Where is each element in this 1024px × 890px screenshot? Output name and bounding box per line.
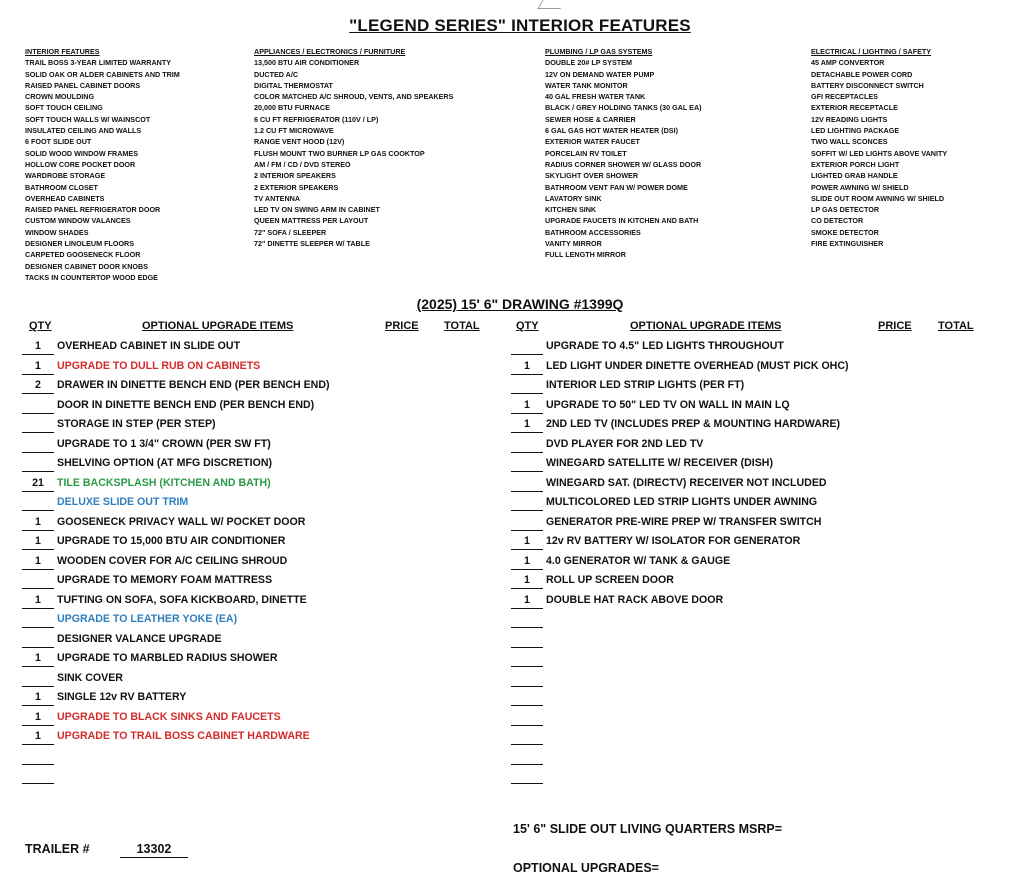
qty-field: 1 <box>22 515 54 531</box>
upgrade-item-label: MULTICOLORED LED STRIP LIGHTS UNDER AWNING <box>546 496 818 508</box>
qty-field <box>511 690 543 706</box>
upgrade-item-label: WINEGARD SATELLITE W/ RECEIVER (DISH) <box>546 457 773 469</box>
left-price-header: PRICE <box>385 320 419 332</box>
upgrade-item-label: SINGLE 12v RV BATTERY <box>57 691 187 703</box>
feature-item: DESIGNER CABINET DOOR KNOBS <box>25 261 148 271</box>
feature-item: 6 GAL GAS HOT WATER HEATER (DSI) <box>545 126 678 136</box>
feature-item: WATER TANK MONITOR <box>545 80 628 90</box>
upgrade-item-label: STORAGE IN STEP (PER STEP) <box>57 418 216 430</box>
right-price-header: PRICE <box>878 320 912 332</box>
qty-field: 1 <box>511 593 543 609</box>
feature-item: 1.2 CU FT MICROWAVE <box>254 126 334 136</box>
qty-field <box>511 339 543 355</box>
upgrade-item-label: DOOR IN DINETTE BENCH END (PER BENCH END) <box>57 398 315 411</box>
qty-field: 1 <box>22 651 54 667</box>
upgrade-item-label: DRAWER IN DINETTE BENCH END (PER BENCH END) <box>57 379 330 391</box>
qty-field: 1 <box>511 398 543 414</box>
qty-field: 1 <box>511 417 543 433</box>
feature-item: RADIUS CORNER SHOWER W/ GLASS DOOR <box>545 159 702 169</box>
qty-field <box>22 612 54 628</box>
feature-item: QUEEN MATTRESS PER LAYOUT <box>254 216 369 226</box>
feature-item: DIGITAL THERMOSTAT <box>254 80 333 90</box>
feature-item: SOFT TOUCH CEILING <box>25 103 103 113</box>
upgrade-item-label: UPGRADE TO 50" LED TV ON WALL IN MAIN LQ <box>546 398 790 411</box>
feature-item: KITCHEN SINK <box>545 205 597 215</box>
feature-item: SOLID OAK OR ALDER CABINETS AND TRIM <box>25 69 180 79</box>
feature-item: DETACHABLE POWER CORD <box>811 69 913 79</box>
feature-item: RAISED PANEL CABINET DOORS <box>25 80 141 90</box>
qty-field: 1 <box>22 593 54 609</box>
feature-item: PORCELAIN RV TOILET <box>545 148 627 158</box>
upgrade-item-label: INTERIOR LED STRIP LIGHTS (PER FT) <box>546 379 745 391</box>
feature-item: SOFT TOUCH WALLS W/ WAINSCOT <box>25 114 151 124</box>
feature-item: EXTERIOR PORCH LIGHT <box>811 159 900 169</box>
feature-column-heading: PLUMBING / LP GAS SYSTEMS <box>545 47 653 56</box>
feature-item: BATTERY DISCONNECT SWITCH <box>811 80 924 90</box>
qty-field <box>511 515 543 531</box>
feature-item: 12V ON DEMAND WATER PUMP <box>545 69 655 79</box>
upgrade-item-label: DESIGNER VALANCE UPGRADE <box>57 632 222 645</box>
upgrade-item-label: GENERATOR PRE-WIRE PREP W/ TRANSFER SWITCH <box>546 515 822 528</box>
qty-field <box>511 729 543 745</box>
upgrade-item-label: UPGRADE TO TRAIL BOSS CABINET HARDWARE <box>57 730 310 742</box>
feature-item: 40 GAL FRESH WATER TANK <box>545 92 646 102</box>
feature-item: BATHROOM VENT FAN W/ POWER DOME <box>545 182 688 192</box>
qty-field <box>511 749 543 765</box>
feature-item: DUCTED A/C <box>254 69 299 79</box>
upgrade-item-label: UPGRADE TO 1 3/4" CROWN (PER SW FT) <box>57 437 271 450</box>
qty-field: 1 <box>511 573 543 589</box>
upgrade-item-label: UPGRADE TO LEATHER YOKE (EA) <box>57 613 238 625</box>
feature-item: FULL LENGTH MIRROR <box>545 250 626 260</box>
qty-field: 1 <box>22 729 54 745</box>
upgrade-item-label: OVERHEAD CABINET IN SLIDE OUT <box>57 340 241 352</box>
feature-column-heading: APPLIANCES / ELECTRONICS / FURNITURE <box>254 47 406 56</box>
qty-field <box>511 476 543 492</box>
feature-item: GFI RECEPTACLES <box>811 92 878 102</box>
qty-field <box>22 417 54 433</box>
feature-item: 2 INTERIOR SPEAKERS <box>254 171 336 181</box>
upgrade-item-label: UPGRADE TO 15,000 BTU AIR CONDITIONER <box>57 535 286 547</box>
qty-field: 1 <box>22 554 54 570</box>
upgrade-item-label: WINEGARD SAT. (DIRECTV) RECEIVER NOT INCLUDED <box>546 476 827 489</box>
upgrade-item-label: GOOSENECK PRIVACY WALL W/ POCKET DOOR <box>57 515 306 528</box>
upgrade-item-label: DELUXE SLIDE OUT TRIM <box>57 496 189 508</box>
qty-field <box>22 398 54 414</box>
feature-item: 72" DINETTE SLEEPER W/ TABLE <box>254 239 370 249</box>
qty-field <box>511 612 543 628</box>
feature-item: CUSTOM WINDOW VALANCES <box>25 216 131 226</box>
feature-item: 72" SOFA / SLEEPER <box>254 227 327 237</box>
feature-item: UPGRADE FAUCETS IN KITCHEN AND BATH <box>545 216 699 226</box>
feature-item: CROWN MOULDING <box>25 92 95 102</box>
feature-item: LP GAS DETECTOR <box>811 205 880 215</box>
upgrade-item-label: WOODEN COVER FOR A/C CEILING SHROUD <box>57 554 288 567</box>
qty-field: 21 <box>22 476 54 492</box>
qty-field <box>511 378 543 394</box>
qty-field: 1 <box>511 359 543 375</box>
feature-item: 6 FOOT SLIDE OUT <box>25 137 92 147</box>
feature-column-heading: ELECTRICAL / LIGHTING / SAFETY <box>811 47 932 56</box>
feature-list <box>25 57 180 283</box>
feature-item: CARPETED GOOSENECK FLOOR <box>25 250 141 260</box>
corner-mark <box>537 0 565 9</box>
qty-field: 1 <box>511 534 543 550</box>
feature-item: SEWER HOSE & CARRIER <box>545 114 636 124</box>
right-total-header: TOTAL <box>938 320 974 332</box>
upgrade-item-label: 12v RV BATTERY W/ ISOLATOR FOR GENERATOR <box>546 535 801 547</box>
upgrade-item-label: ROLL UP SCREEN DOOR <box>546 574 674 586</box>
qty-field <box>511 632 543 648</box>
upgrade-item-label: TUFTING ON SOFA, SOFA KICKBOARD, DINETTE <box>57 593 307 606</box>
upgrade-item-label: DOUBLE HAT RACK ABOVE DOOR <box>546 593 724 606</box>
feature-item: SOFFIT W/ LED LIGHTS ABOVE VANITY <box>811 148 948 158</box>
upgrade-item-label: SHELVING OPTION (AT MFG DISCRETION) <box>57 457 273 469</box>
feature-item: LIGHTED GRAB HANDLE <box>811 171 898 181</box>
feature-item: HOLLOW CORE POCKET DOOR <box>25 159 136 169</box>
feature-item: OVERHEAD CABINETS <box>25 193 105 203</box>
upgrade-item-label: 2ND LED TV (INCLUDES PREP & MOUNTING HARDWARE) <box>546 418 841 430</box>
feature-item: BLACK / GREY HOLDING TANKS (30 GAL EA) <box>545 103 702 113</box>
feature-item: WARDROBE STORAGE <box>25 171 106 181</box>
feature-column-interior <box>25 46 180 283</box>
qty-field <box>22 495 54 511</box>
trailer-number: 13302 <box>120 841 188 858</box>
qty-field: 1 <box>22 710 54 726</box>
feature-item: TWO WALL SCONCES <box>811 137 888 147</box>
right-qty-header: QTY <box>516 320 539 332</box>
feature-item: 13,500 BTU AIR CONDITIONER <box>254 58 360 68</box>
feature-item: TRAIL BOSS 3-YEAR LIMITED WARRANTY <box>25 58 172 68</box>
left-qty-header: QTY <box>29 320 52 332</box>
feature-item: 45 AMP CONVERTOR <box>811 58 885 68</box>
feature-list <box>545 57 702 260</box>
left-total-header: TOTAL <box>444 320 480 332</box>
feature-column-electrical <box>811 46 947 249</box>
feature-column-heading: INTERIOR FEATURES <box>25 47 100 56</box>
qty-field <box>511 651 543 667</box>
feature-item: SOLID WOOD WINDOW FRAMES <box>25 148 138 158</box>
feature-column-appliances <box>254 46 453 249</box>
feature-item: LED LIGHTING PACKAGE <box>811 126 900 136</box>
right-items-header: OPTIONAL UPGRADE ITEMS <box>630 320 782 332</box>
qty-field <box>22 749 54 765</box>
qty-field <box>22 632 54 648</box>
left-items-header: OPTIONAL UPGRADE ITEMS <box>142 320 294 332</box>
feature-item: 20,000 BTU FURNACE <box>254 103 330 113</box>
feature-item: LAVATORY SINK <box>545 193 602 203</box>
trailer-label: TRAILER # <box>25 842 90 856</box>
upgrade-item-label: UPGRADE TO 4.5" LED LIGHTS THROUGHOUT <box>546 340 784 352</box>
feature-item: 6 CU FT REFRIGERATOR (110V / LP) <box>254 114 379 124</box>
qty-field: 1 <box>22 534 54 550</box>
upgrade-item-label: LED LIGHT UNDER DINETTE OVERHEAD (MUST PICK OHC) <box>546 359 849 372</box>
feature-item: CO DETECTOR <box>811 216 864 226</box>
qty-field <box>22 671 54 687</box>
feature-item: RANGE VENT HOOD (12V) <box>254 137 345 147</box>
upgrade-item-label: TILE BACKSPLASH (KITCHEN AND BATH) <box>57 476 271 489</box>
feature-item: SMOKE DETECTOR <box>811 227 879 237</box>
feature-item: DESIGNER LINOLEUM FLOORS <box>25 239 135 249</box>
feature-item: FIRE EXTINGUISHER <box>811 239 884 249</box>
feature-item: TACKS IN COUNTERTOP WOOD EDGE <box>25 272 158 282</box>
feature-item: DOUBLE 20# LP SYSTEM <box>545 58 632 68</box>
feature-list <box>254 57 453 249</box>
qty-field <box>511 768 543 784</box>
feature-item: TV ANTENNA <box>254 193 301 203</box>
feature-item: 2 EXTERIOR SPEAKERS <box>254 182 339 192</box>
qty-field <box>22 768 54 784</box>
optional-upgrades-label: OPTIONAL UPGRADES= <box>513 861 659 875</box>
upgrade-item-label: UPGRADE TO BLACK SINKS AND FAUCETS <box>57 710 281 723</box>
feature-item: SLIDE OUT ROOM AWNING W/ SHIELD <box>811 193 945 203</box>
feature-item: COLOR MATCHED A/C SHROUD, VENTS, AND SPEAKERS <box>254 92 454 102</box>
feature-item: INSULATED CEILING AND WALLS <box>25 126 142 136</box>
qty-field: 2 <box>22 378 54 394</box>
qty-field <box>22 456 54 472</box>
feature-item: BATHROOM CLOSET <box>25 182 98 192</box>
upgrade-item-label: UPGRADE TO DULL RUB ON CABINETS <box>57 359 261 372</box>
upgrade-item-label: UPGRADE TO MARBLED RADIUS SHOWER <box>57 652 278 664</box>
feature-item: EXTERIOR WATER FAUCET <box>545 137 640 147</box>
feature-item: RAISED PANEL REFRIGERATOR DOOR <box>25 205 161 215</box>
feature-item: LED TV ON SWING ARM IN CABINET <box>254 205 380 215</box>
qty-field <box>511 437 543 453</box>
feature-item: SKYLIGHT OVER SHOWER <box>545 171 639 181</box>
upgrade-item-label: 4.0 GENERATOR W/ TANK & GAUGE <box>546 554 731 567</box>
qty-field <box>511 671 543 687</box>
qty-field: 1 <box>22 339 54 355</box>
qty-field <box>22 437 54 453</box>
qty-field <box>511 710 543 726</box>
feature-item: FLUSH MOUNT TWO BURNER LP GAS COOKTOP <box>254 148 425 158</box>
feature-list <box>811 57 947 249</box>
feature-item: WINDOW SHADES <box>25 227 89 237</box>
drawing-title: (2025) 15' 6" DRAWING #1399Q <box>416 296 624 312</box>
qty-field: 1 <box>22 690 54 706</box>
msrp-label: 15' 6" SLIDE OUT LIVING QUARTERS MSRP= <box>513 822 783 836</box>
feature-item: VANITY MIRROR <box>545 239 602 249</box>
upgrade-item-label: SINK COVER <box>57 671 123 684</box>
feature-item: 12V READING LIGHTS <box>811 114 888 124</box>
upgrade-item-label: DVD PLAYER FOR 2ND LED TV <box>546 437 704 450</box>
qty-field: 1 <box>511 554 543 570</box>
upgrade-item-label: UPGRADE TO MEMORY FOAM MATTRESS <box>57 574 273 586</box>
feature-item: AM / FM / CD / DVD STEREO <box>254 159 351 169</box>
qty-field: 1 <box>22 359 54 375</box>
page-title: "LEGEND SERIES" INTERIOR FEATURES <box>349 16 691 35</box>
feature-column-plumbing <box>545 46 702 261</box>
feature-item: EXTERIOR RECEPTACLE <box>811 103 898 113</box>
feature-item: POWER AWNING W/ SHIELD <box>811 182 909 192</box>
qty-field <box>511 456 543 472</box>
qty-field <box>511 495 543 511</box>
feature-item: BATHROOM ACCESSORIES <box>545 227 641 237</box>
qty-field <box>22 573 54 589</box>
